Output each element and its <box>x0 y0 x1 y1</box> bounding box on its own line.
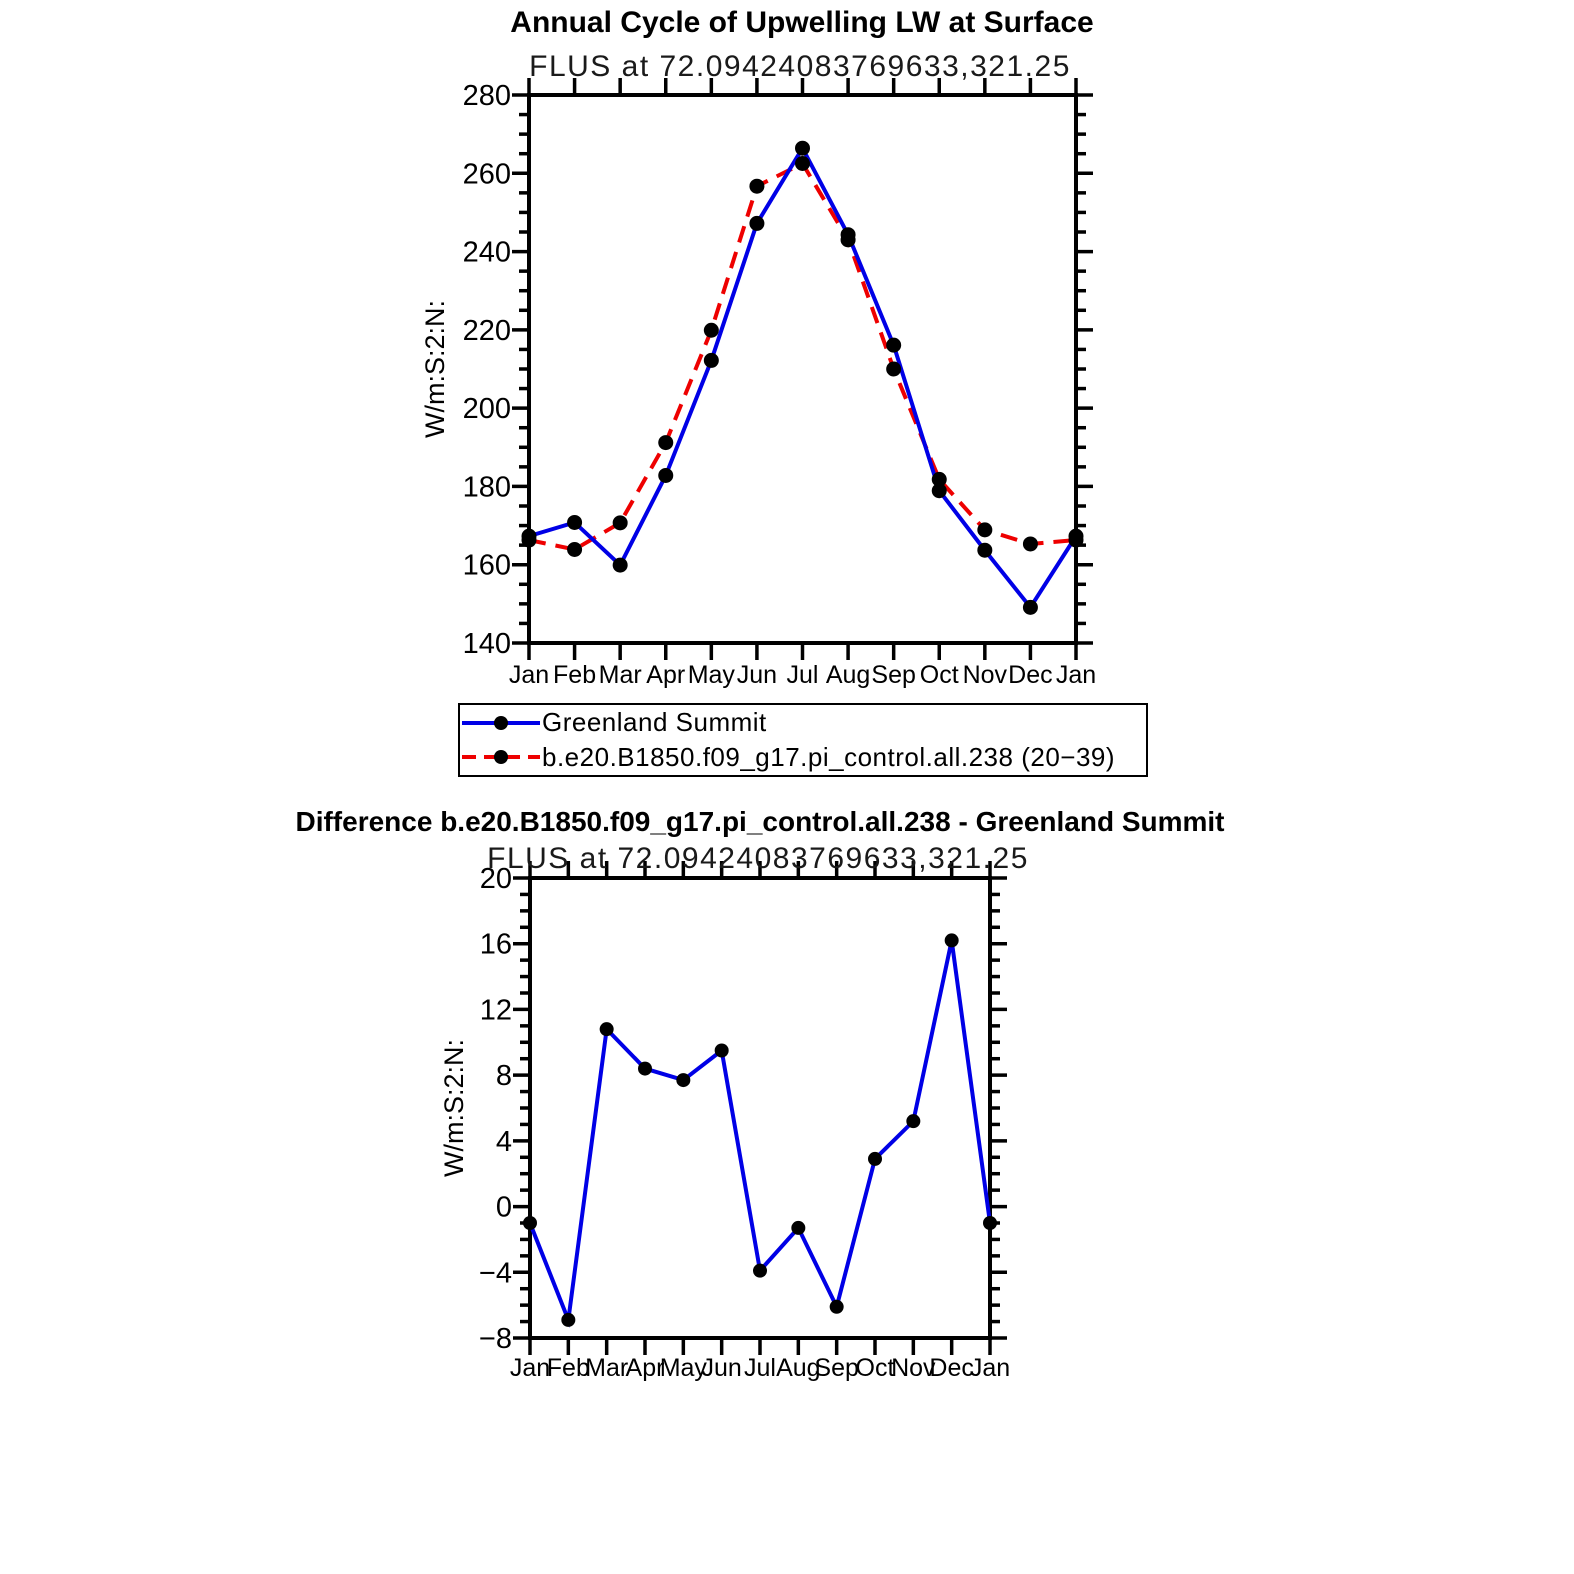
month-label: Jan <box>509 1354 551 1382</box>
data-point-marker <box>841 232 856 247</box>
data-point-marker <box>906 1114 920 1128</box>
data-point-marker <box>676 1073 690 1087</box>
month-label: Sep <box>871 661 916 689</box>
chart-difference <box>439 861 1010 1382</box>
y-tick-label: −8 <box>478 1323 512 1355</box>
data-point-marker <box>1023 536 1038 551</box>
data-point-marker <box>715 1044 729 1058</box>
legend-item-model-control <box>460 741 1146 774</box>
month-label: Oct <box>919 661 959 689</box>
data-point-marker <box>561 1313 575 1327</box>
month-label: Oct <box>855 1354 895 1382</box>
data-point-marker <box>600 1022 614 1036</box>
data-point-marker <box>704 353 719 368</box>
month-label: May <box>659 1354 707 1382</box>
data-point-marker <box>983 1216 997 1230</box>
y-tick-label: 12 <box>479 994 512 1027</box>
y-tick-label: 16 <box>479 928 512 961</box>
month-label: Jun <box>701 1354 742 1382</box>
data-point-marker <box>638 1062 652 1076</box>
data-point-marker <box>1069 533 1084 548</box>
y-tick-label: 220 <box>462 314 511 347</box>
data-point-marker <box>522 533 537 548</box>
data-point-marker <box>932 472 947 487</box>
y-tick-label: −4 <box>478 1257 512 1290</box>
data-point-marker <box>704 323 719 338</box>
data-point-marker <box>753 1264 767 1278</box>
month-label: Jan <box>508 661 550 689</box>
month-label: Jul <box>786 661 819 689</box>
data-point-marker <box>613 558 628 573</box>
month-label: Mar <box>598 661 642 689</box>
month-label: Nov <box>962 661 1008 689</box>
y-tick-label: 280 <box>462 80 511 112</box>
data-point-marker <box>567 542 582 557</box>
data-point-marker <box>830 1300 844 1314</box>
data-point-marker <box>749 179 764 194</box>
legend-line-sample-solid <box>460 712 542 734</box>
data-point-marker <box>658 468 673 483</box>
month-label: Apr <box>625 1354 665 1382</box>
data-point-marker <box>795 156 810 171</box>
chart-subtitle-annual-cycle: FLUS at 72.09424083769633,321.25 <box>529 50 1071 83</box>
data-point-marker <box>567 515 582 530</box>
month-label: Jan <box>1055 661 1097 689</box>
y-axis-title: W/m:S:2:N: <box>420 299 450 439</box>
month-label: Sep <box>814 1354 859 1382</box>
data-point-marker <box>977 543 992 558</box>
month-label: Jun <box>736 661 778 689</box>
series-line-dashed <box>529 164 1076 550</box>
month-label: Jul <box>744 1354 776 1382</box>
month-label: Mar <box>585 1354 629 1382</box>
data-point-marker <box>658 435 673 450</box>
y-tick-label: 140 <box>462 628 511 660</box>
legend-item-greenland-summit <box>460 706 1146 739</box>
month-label: Aug <box>825 661 871 689</box>
series-line-solid <box>530 940 990 1320</box>
legend <box>458 703 1148 777</box>
y-tick-label: 160 <box>462 549 511 582</box>
y-tick-label: 180 <box>462 471 511 504</box>
chart-annual_cycle <box>420 78 1096 689</box>
month-label: Nov <box>891 1354 936 1382</box>
month-label: Feb <box>553 661 597 689</box>
data-point-marker <box>977 522 992 537</box>
y-tick-label: 8 <box>495 1060 512 1093</box>
legend-label-greenland-summit: Greenland Summit <box>542 707 767 738</box>
legend-label-model-control: b.e20.B1850.f09_g17.pi_control.all.238 (20−39) <box>542 741 1116 772</box>
month-label: Feb <box>546 1354 590 1382</box>
y-tick-label: 0 <box>495 1191 512 1224</box>
month-label: Dec <box>1008 661 1053 689</box>
y-axis-title: W/m:S:2:N: <box>439 1038 469 1178</box>
data-point-marker <box>523 1216 537 1230</box>
y-tick-label: 4 <box>495 1125 512 1158</box>
month-label: Jan <box>969 1354 1011 1382</box>
month-label: Dec <box>929 1354 974 1382</box>
month-label: May <box>687 661 735 689</box>
data-point-marker <box>613 515 628 530</box>
chart-title-difference: Difference b.e20.B1850.f09_g17.pi_control.all.238 - Greenland Summit <box>295 806 1225 837</box>
y-tick-label: 240 <box>462 236 511 269</box>
data-point-marker <box>791 1221 805 1235</box>
chart-title-annual-cycle: Annual Cycle of Upwelling LW at Surface <box>510 6 1094 39</box>
series-line-solid <box>529 148 1076 607</box>
chart-subtitle-difference: FLUS at 72.09424083769633,321.25 <box>487 842 1029 875</box>
data-point-marker <box>886 362 901 377</box>
data-point-marker <box>1023 600 1038 615</box>
month-label: Aug <box>776 1354 821 1382</box>
data-point-marker <box>945 933 959 947</box>
data-point-marker <box>868 1152 882 1166</box>
y-tick-label: 20 <box>479 863 512 895</box>
data-point-marker <box>749 216 764 231</box>
legend-line-sample-dashed <box>460 746 542 768</box>
y-tick-label: 260 <box>462 158 511 191</box>
month-label: Apr <box>646 661 686 689</box>
data-point-marker <box>795 141 810 156</box>
data-point-marker <box>886 338 901 353</box>
y-tick-label: 200 <box>462 393 511 426</box>
